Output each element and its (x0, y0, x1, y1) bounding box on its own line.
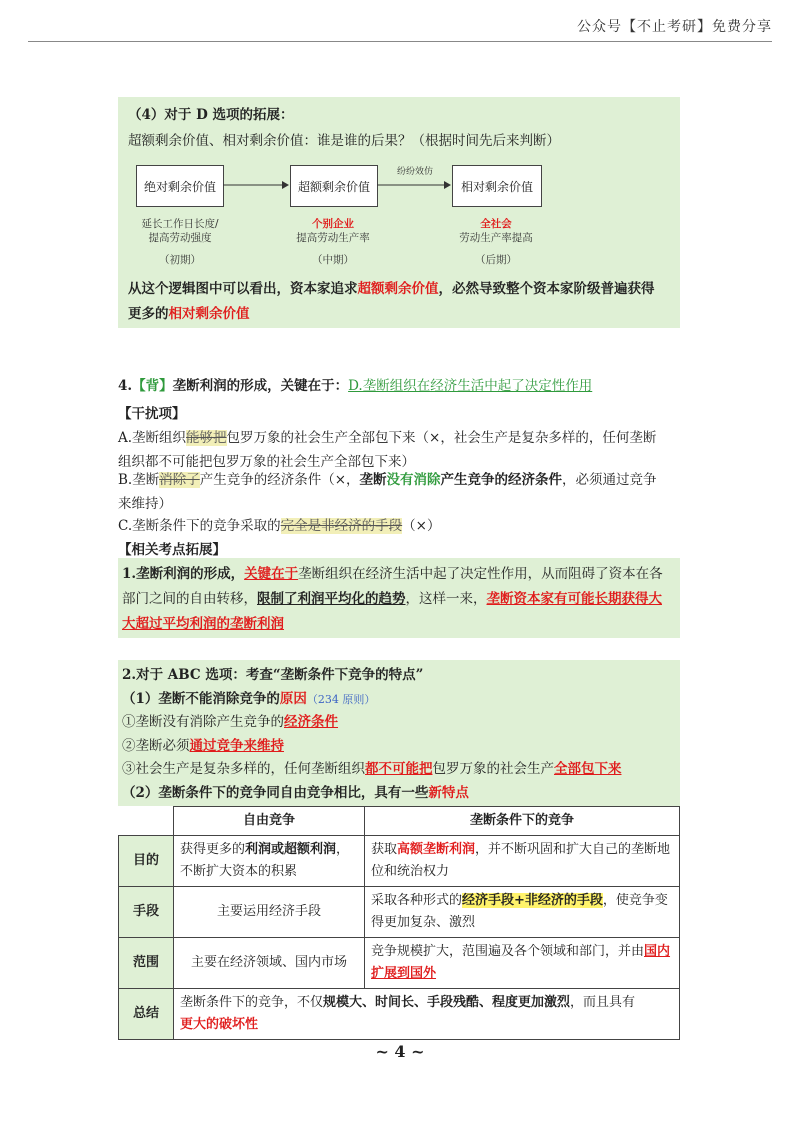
header-rule (28, 41, 772, 42)
purpose-monopoly: 获取高额垄断利润，并不断巩固和扩大自己的垄断地位和统治权力 (365, 836, 680, 887)
distractors-heading: 【干扰项】 (118, 406, 186, 422)
box2-text: 1.垄断利润的形成，关键在于垄断组织在经济生活中起了决定性作用，从而阻碍了资本在各 部门之间的自由转移，限制了利润平均化的趋势，这样一来，垄断资本家有可能长期获得大 大超过平均利润的垄断利润 (122, 566, 663, 632)
question-4: 4.【背】垄断利润的形成，关键在于：D.垄断组织在经济生活中起了决定性作用 (118, 378, 593, 394)
table-row (119, 938, 680, 989)
table-row (119, 887, 680, 938)
node-excess-surplus: 超额剩余价值 (290, 165, 378, 207)
box1-title: （4）对于 D 选项的拓展： (128, 107, 294, 123)
page-number: ~ 4 ~ (375, 1042, 425, 1061)
caption-late: 全社会 劳动生产率提高 （后期） (459, 218, 533, 266)
competition-comparison-table (118, 806, 680, 1040)
scope-free: 主要在经济领域、国内市场 (174, 938, 365, 989)
row-header-summary: 总结 (119, 989, 174, 1040)
scope-monopoly: 竞争规模扩大，范围遍及各个领域和部门，并由国内扩展到国外 (365, 938, 680, 989)
header-text: 公众号【不止考研】免费分享 (577, 19, 772, 35)
arrow-label: 纷纷效仿 (396, 167, 433, 177)
related-heading: 【相关考点拓展】 (118, 542, 226, 558)
table-row (119, 836, 680, 887)
means-monopoly: 采取各种形式的经济手段+非经济的手段，使竞争变得更加复杂、激烈 (365, 887, 680, 938)
distractor-c: C.垄断条件下的竞争采取的完全是非经济的手段（×） (118, 518, 441, 534)
box1-question: 超额剩余价值、相对剩余价值：谁是谁的后果？（根据时间先后来判断） (128, 133, 560, 149)
purpose-free: 获得更多的利润或超额利润， 不断扩大资本的积累 (174, 836, 365, 887)
abc-options-box (118, 660, 680, 806)
box1-conclusion: 从这个逻辑图中可以看出，资本家追求超额剩余价值，必然导致整个资本家阶级普遍获得 更多的相对剩余价值 (128, 281, 655, 322)
answer-d: D.垄断组织在经济生活中起了决定性作用 (348, 378, 593, 394)
node-absolute-surplus: 绝对剩余价值 (136, 165, 224, 207)
summary-cell: 垄断条件下的竞争，不仅规模大、时间长、手段残酷、程度更加激烈，而且具有 更大的破坏性 (174, 989, 680, 1040)
row-header-means: 手段 (119, 887, 174, 938)
distractor-b: B.垄断消除了产生竞争的经济条件（×，垄断没有消除产生竞争的经济条件，必须通过竞争 来维持） (118, 472, 657, 512)
table-row (119, 989, 680, 1040)
distractor-a: A.垄断组织能够把包罗万象的社会生产全部包下来（×，社会生产是复杂多样的，任何垄断 组织都不可能把包罗万象的社会生产全部包下来） (118, 430, 657, 470)
caption-middle: 个别企业 提高劳动生产率 （中期） (296, 218, 370, 266)
col-free-competition: 自由竞争 (174, 807, 365, 836)
col-monopoly-competition: 垄断条件下的竞争 (365, 807, 680, 836)
row-header-purpose: 目的 (119, 836, 174, 887)
row-header-scope: 范围 (119, 938, 174, 989)
monopoly-profit-box (118, 558, 680, 638)
node-relative-surplus: 相对剩余价值 (452, 165, 542, 207)
caption-early: 延长工作日长度/ 提高劳动强度 （初期） (141, 218, 219, 266)
table-header-row (119, 807, 680, 836)
d-option-extension-box (118, 97, 680, 328)
means-free: 主要运用经济手段 (174, 887, 365, 938)
box3-text: 2.对于 ABC 选项：考查“垄断条件下竞争的特点” （1）垄断不能消除竞争的原因（234 原则） ①垄断没有消除产生竞争的经济条件 ②垄断必须通过竞争来维持 ③社会生产是复杂多样的，任何垄断组织都不可能把包罗万象的社会生产全部包下来 （2）垄断条件下的竞争同自由竞争相比，具有一些新特点 (122, 667, 622, 801)
